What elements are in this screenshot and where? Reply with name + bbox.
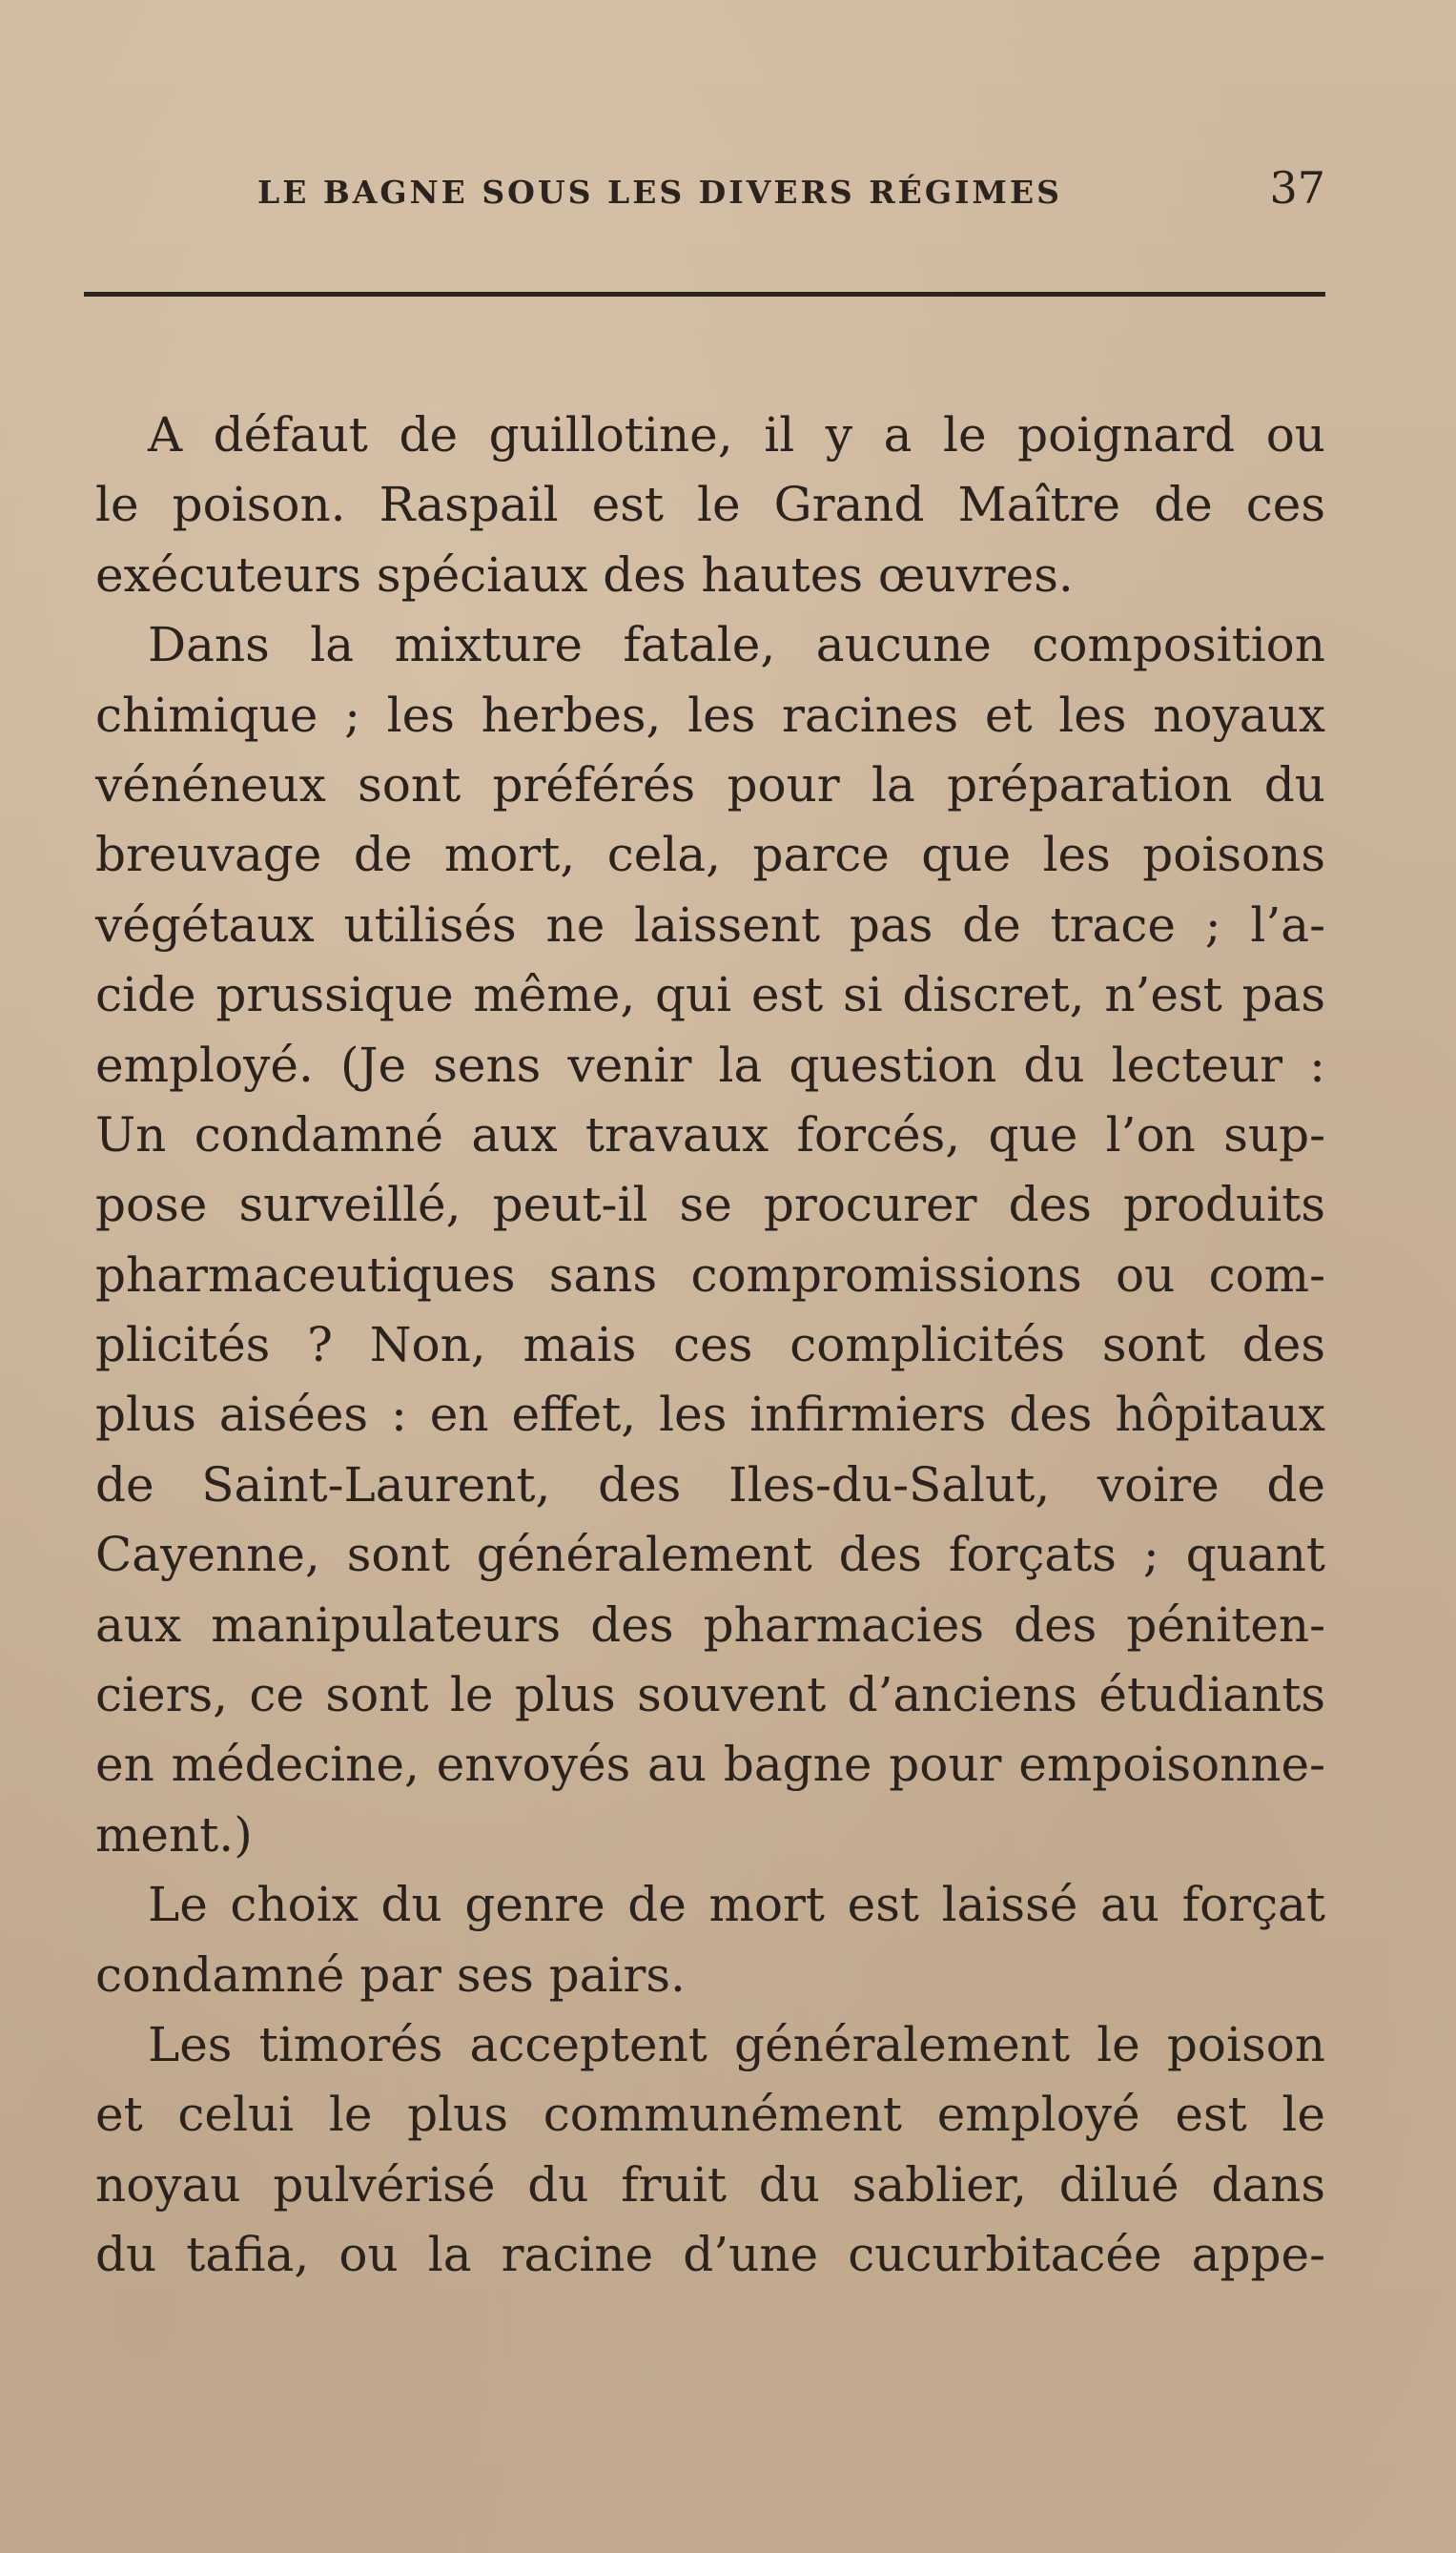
text-line: breuvage de mort, cela, parce que les poisons: [95, 827, 1325, 883]
text-line: ment.): [95, 1806, 253, 1863]
text-line: ciers, ce sont le plus souvent d’anciens étudiants: [95, 1667, 1325, 1723]
text-line: vénéneux sont préférés pour la préparation du: [95, 756, 1325, 813]
text-line: employé. (Je sens venir la question du lecteur :: [95, 1037, 1325, 1093]
body-text: [95, 401, 1325, 2291]
page-number: 37: [1269, 162, 1325, 214]
text-line: Dans la mixture fatale, aucune composition: [148, 617, 1325, 673]
text-line: Un condamné aux travaux forcés, que l’on sup-: [95, 1106, 1325, 1163]
header-rule: [84, 292, 1325, 297]
text-line: condamné par ses pairs.: [95, 1946, 686, 2003]
text-line: noyau pulvérisé du fruit du sablier, dilué dans: [95, 2156, 1325, 2213]
text-line: Les timorés acceptent généralement le poison: [148, 2016, 1325, 2072]
text-line: le poison. Raspail est le Grand Maître de ces: [95, 477, 1325, 533]
text-line: de Saint-Laurent, des Iles-du-Salut, voire de: [95, 1456, 1325, 1513]
text-line: Le choix du genre de mort est laissé au forçat: [148, 1877, 1325, 1933]
text-line: A défaut de guillotine, il y a le poignard ou: [148, 407, 1325, 463]
text-line: cide prussique même, qui est si discret, n’est pas: [95, 967, 1325, 1023]
text-line: chimique ; les herbes, les racines et les noyaux: [95, 687, 1325, 743]
text-line: du tafia, ou la racine d’une cucurbitacée appe-: [95, 2227, 1325, 2283]
text-line: pharmaceutiques sans compromissions ou com-: [95, 1246, 1325, 1303]
text-line: Cayenne, sont généralement des forçats ; quant: [95, 1527, 1325, 1583]
text-line: végétaux utilisés ne laissent pas de trace ; l’a-: [95, 896, 1325, 953]
running-head: LE BAGNE SOUS LES DIVERS RÉGIMES: [257, 174, 1062, 211]
page-header: [95, 162, 1325, 219]
text-line: plicités ? Non, mais ces complicités sont des: [95, 1317, 1325, 1373]
text-line: et celui le plus communément employé est le: [95, 2087, 1325, 2143]
text-line: plus aisées : en effet, les infirmiers des hôpitaux: [95, 1387, 1325, 1443]
text-line: aux manipulateurs des pharmacies des péniten-: [95, 1596, 1325, 1653]
text-line: pose surveillé, peut-il se procurer des produits: [95, 1177, 1325, 1233]
text-line: exécuteurs spéciaux des hautes œuvres.: [95, 546, 1074, 603]
text-line: en médecine, envoyés au bagne pour empoisonne-: [95, 1737, 1325, 1793]
